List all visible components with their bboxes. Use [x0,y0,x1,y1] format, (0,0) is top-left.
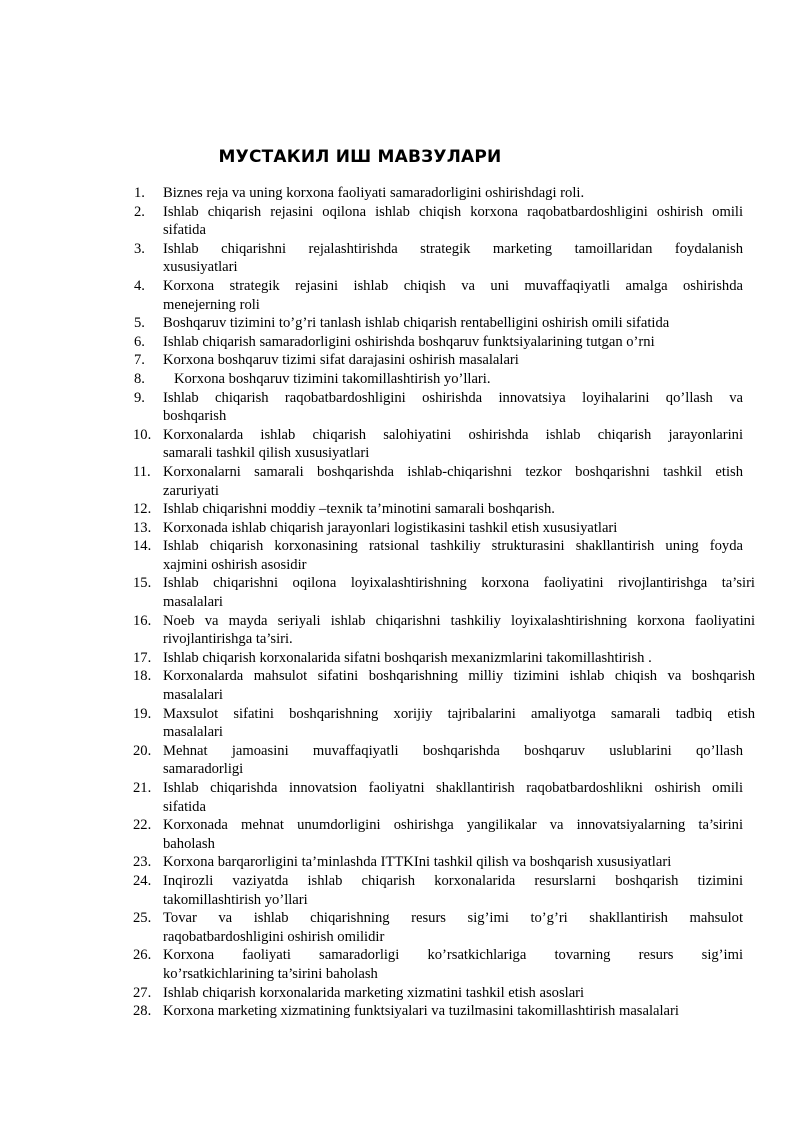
topic-item [133,946,755,983]
topic-text [163,742,755,779]
topic-item [133,705,755,742]
topic-text-line: xususiyatlari [163,259,238,276]
topic-text [163,872,755,909]
topic-text-line: masalalari [163,724,223,741]
topic-text-line: Ishlab chiqarish korxonasining ratsional tashkiliy strukturasini shakllantirish uning foyda [163,538,743,555]
topic-number: 28. [133,1003,152,1020]
topic-text-line: Ishlab chiqarish rejasini oqilona ishlab chiqish korxona raqobatbardoshligini oshirish omili [163,203,743,220]
topic-item [134,389,755,426]
topic-text-line: samaradorligi [163,761,244,778]
topic-number: 5. [134,315,145,332]
topic-item [133,612,755,649]
topic-item [133,909,755,946]
topic-number: 15. [133,575,152,592]
topic-item [133,649,755,668]
topic-text [163,705,755,742]
topic-text [163,389,755,426]
topic-text-line: raqobatbardoshligini oshirish omilidir [163,928,385,945]
topic-text-line: Korxonalarda mahsulot sifatini boshqarishning milliy tizimini ishlab chiqish va boshqarish [163,668,755,685]
topic-text [163,816,755,853]
topic-item [133,779,755,816]
topic-item [134,314,755,333]
topic-number: 3. [134,240,145,257]
topic-item [133,1002,755,1021]
topic-number: 4. [134,277,145,294]
topic-item [134,333,755,352]
topic-text-line: Mehnat jamoasini muvaffaqiyatli boshqarishda boshqaruv uslublarini qo’llash [163,742,743,759]
topic-item [134,184,755,203]
topic-text [163,463,755,500]
topic-text-line: sifatida [163,798,206,815]
topic-item [133,984,755,1003]
topic-text-line: xajmini oshirish asosidir [163,556,307,573]
topic-item [133,500,755,519]
topic-text: Ishlab chiqarish korxonalarida marketing xizmatini tashkil etish asoslari [163,984,585,1001]
topic-text-line: Ishlab chiqarishni rejalashtirishda strategik marketing tamoillaridan foydalanish [163,240,743,257]
topic-text-line: Korxona faoliyati samaradorligi ko’rsatkichlariga tovarning resurs sig’imi [163,947,743,964]
topic-text [163,426,755,463]
topic-number: 24. [133,872,152,889]
topic-number: 13. [133,519,152,536]
topic-text-line: boshqarish [163,408,227,425]
topic-text: Korxona boshqaruv tizimini takomillashtirish yo’llari. [163,370,491,387]
topic-text-line: Tovar va ishlab chiqarishning resurs sig’imi to’g’ri shakllantirish mahsulot [163,910,743,927]
topic-text-line: menejerning roli [163,296,260,313]
topic-text [163,909,755,946]
topic-item [134,370,755,389]
topic-item [134,351,755,370]
topic-number: 1. [134,185,145,201]
topic-number: 2. [134,203,145,220]
topic-text [163,946,755,983]
topic-text-line: Ishlab chiqarishni oqilona loyixalashtirishning korxona faoliyatini rivojlantirishga ta’siri [163,575,755,592]
topic-text [163,277,755,314]
topic-text: Korxona barqarorligini ta’minlashda ITTKIni tashkil qilish va boshqarish xususiyatlari [163,854,672,871]
topic-text [163,612,755,649]
topic-text [163,240,755,277]
topic-text-line: masalalari [163,594,223,611]
topic-list [133,184,755,1021]
topic-item [133,537,755,574]
topic-text: Ishlab chiqarish samaradorligini oshirishda boshqaruv funktsiyalarining tutgan o’rni [163,333,655,350]
topic-text: Ishlab chiqarish korxonalarida sifatni boshqarish mexanizmlarini takomillashtirish . [163,649,652,666]
topic-text-line: Ishlab chiqarish raqobatbardoshligini oshirishda innovatsiya loyihalarini qo’llash va [163,389,743,406]
topic-item [134,240,755,277]
topic-number: 20. [133,742,152,759]
topic-number: 23. [133,854,152,871]
topic-text: Korxonada ishlab chiqarish jarayonlari logistikasini tashkil etish xususiyatlari [163,519,618,536]
topic-text [163,574,755,611]
topic-item [133,853,755,872]
topic-text-line: Korxonalarni samarali boshqarishda ishlab-chiqarishni tezkor boshqarishni tashkil etish [163,463,743,480]
topic-item [133,463,755,500]
topic-text-line: takomillashtirish yo’llari [163,891,308,908]
topic-text-line: Korxonada mehnat unumdorligini oshirishga yangilikalar va innovatsiyalarning ta’sirini [163,817,743,834]
topic-text: Boshqaruv tizimini to’g’ri tanlash ishlab chiqarish rentabelligini oshirish omili sifatida [163,315,670,332]
topic-number: 17. [133,649,152,666]
topic-text-line: masalalari [163,687,223,704]
topic-text-line: Korxonalarda ishlab chiqarish salohiyatini oshirishda ishlab chiqarish jarayonlarini [163,426,743,443]
topic-item [133,872,755,909]
topic-text: Biznes reja va uning korxona faoliyati samaradorligini oshirishdagi roli. [163,185,585,201]
topic-number: 8. [134,370,145,387]
page-title: МУСТАКИЛ ИШ МАВЗУЛАРИ [218,147,502,167]
topic-number: 26. [133,947,152,964]
topic-item [134,203,755,240]
topic-number: 12. [133,501,152,518]
topic-number: 16. [133,612,152,629]
topic-number: 9. [134,389,145,406]
topic-text [163,779,755,816]
topic-number: 11. [133,463,151,480]
topic-item [133,816,755,853]
topic-text [163,537,755,574]
topic-number: 19. [133,705,152,722]
topic-item [134,277,755,314]
topic-text-line: baholash [163,835,215,852]
topic-text-line: rivojlantirishga ta’siri. [163,631,293,648]
topic-number: 7. [134,352,145,369]
topic-number: 27. [133,984,152,1001]
topic-text-line: Maxsulot sifatini boshqarishning xorijiy tajribalarini amaliyotga samarali tadbiq etish [163,705,755,722]
topic-text [163,667,755,704]
topic-number: 18. [133,668,152,685]
topic-text: Korxona boshqaruv tizimi sifat darajasini oshirish masalalari [163,352,519,369]
topic-number: 25. [133,910,152,927]
topic-number: 6. [134,333,145,350]
topic-item [133,574,755,611]
topic-item [133,667,755,704]
topic-text: Ishlab chiqarishni moddiy –texnik ta’minotini samarali boshqarish. [163,501,555,518]
topic-text: Korxona marketing xizmatining funktsiyalari va tuzilmasini takomillashtirish masalalari [163,1003,679,1020]
topic-number: 14. [133,538,152,555]
topic-text-line: samarali tashkil qilish xususiyatlari [163,445,370,462]
topic-text [163,203,755,240]
topic-text-line: zaruriyati [163,482,219,499]
topic-text-line: Korxona strategik rejasini ishlab chiqish va uni muvaffaqiyatli amalga oshirishda [163,277,743,294]
topic-number: 22. [133,817,152,834]
topic-item [133,426,755,463]
topic-number: 10. [133,426,152,443]
topic-item [133,742,755,779]
topic-text-line: Ishlab chiqarishda innovatsion faoliyatni shakllantirish raqobatbardoshlikni oshirish omili [163,780,743,796]
topic-number: 21. [133,780,152,796]
topic-text-line: Inqirozli vaziyatda ishlab chiqarish korxonalarida resurslarni boshqarish tizimini [163,872,743,889]
topic-text-line: sifatida [163,222,206,239]
topic-text-line: Noeb va mayda seriyali ishlab chiqarishni tashkiliy loyixalashtirishning korxona faoliyatini [163,612,755,629]
topic-item [133,519,755,538]
topic-text-line: ko’rsatkichlarining ta’sirini baholash [163,965,378,982]
